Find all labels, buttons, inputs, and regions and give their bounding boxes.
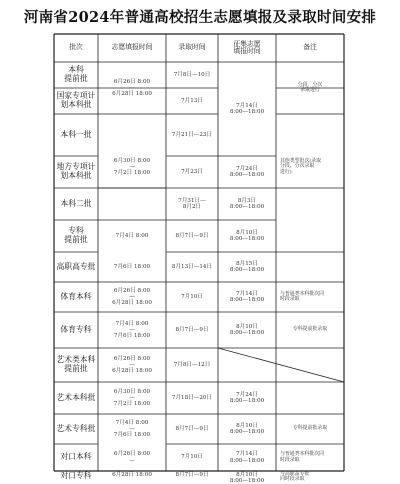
batch-cell: 本科一批 <box>60 129 92 139</box>
batch-cell: 本科 提前批 <box>64 65 88 83</box>
header-remarks: 备注 <box>303 43 317 52</box>
remark-cell: 与高职高专批 同时段录取 <box>280 471 310 483</box>
batch-cell: 体育本科 <box>60 291 92 301</box>
batch-cell: 本科二批 <box>60 198 92 208</box>
supplementary-time-cell: 8月10日 8:00—18:00 <box>229 229 265 242</box>
admit-time-cell: 7月10日 <box>181 293 203 300</box>
admit-time-cell: 7月21日—23日 <box>171 131 213 138</box>
batch-cell: 艺术类本科 提前批 <box>56 355 96 373</box>
admit-time-cell: 8月7日—9日 <box>175 326 209 333</box>
fill-time-cell: 6月30日 8:00 — 7月2日 18:00 <box>113 388 151 408</box>
remark-cell: 分段、分次 录取进行 <box>297 81 323 93</box>
fill-time-cell: 6月28日 18:00 <box>112 472 152 478</box>
batch-cell: 对口本科 <box>60 452 92 462</box>
batch-cell: 国家专项计 划本科批 <box>56 91 96 109</box>
admit-time-cell: 8月7日—9日 <box>175 472 209 478</box>
fill-time-cell: 7月4日 8:00 — 7月6日 18:00 <box>113 419 151 439</box>
batch-cell: 专科 提前批 <box>64 226 88 244</box>
admit-time-cell: 7月8日—10日 <box>173 71 211 78</box>
supplementary-time-cell: 7月24日 8:00—18:00 <box>229 391 265 404</box>
admit-time-cell: 8月7日—9日 <box>175 232 209 239</box>
fill-time-cell: 7月4日 8:00 <box>115 232 149 239</box>
batch-cell: 艺术专科批 <box>56 423 96 433</box>
fill-time-cell: 6月26日 8:00 — 6月28日 18:00 <box>112 78 152 98</box>
remark-cell: 专科提前批录取 <box>292 425 328 432</box>
supplementary-time-cell: 8月10日 8:00—18:00 <box>229 472 265 484</box>
remark-cell: 与普通类本科批次同 时段录取 <box>280 451 325 463</box>
fill-time-cell: 6月26日 8:00 — 6月28日 18:00 <box>112 287 152 307</box>
admit-time-cell: 7月23日 <box>181 168 203 175</box>
header-fill-time: 志愿填报时间 <box>111 43 153 52</box>
remark-cell: 其他类型批次(录取 分段、分次录取 进行) <box>280 157 322 175</box>
supplementary-time-cell: 7月14日 8:00—18:00 <box>229 102 265 115</box>
admit-time-cell: 7月31日— 8月2日 <box>178 197 206 210</box>
supplementary-time-cell: 8月10日 8:00—18:00 <box>229 323 265 336</box>
header-supp-time: 征集志愿 填报时间 <box>233 39 261 55</box>
fill-time-cell: 7月6日 18:00 <box>113 263 151 270</box>
schedule-table <box>54 34 344 484</box>
grid-line <box>218 348 344 382</box>
batch-cell: 艺术本科批 <box>56 392 96 402</box>
supplementary-time-cell: 7月14日 8:00—18:00 <box>229 290 265 303</box>
batch-cell: 地方专项计 划本科批 <box>56 162 96 180</box>
supplementary-time-cell: 7月24日 8:00—18:00 <box>229 165 265 178</box>
fill-time-cell: 6月26日 8:00 — <box>113 451 151 464</box>
supplementary-time-cell: 8月10日 8:00—18:00 <box>229 422 265 435</box>
admit-time-cell: 8月7日—9日 <box>175 425 209 432</box>
admit-time-cell: 7月18日—20日 <box>171 394 213 401</box>
fill-time-cell: 6月26日 8:00 — 6月28日 18:00 <box>112 355 152 375</box>
admit-time-cell: 7月10日 <box>181 454 203 461</box>
admit-time-cell: 7月13日 <box>181 97 203 104</box>
page-title: 河南省2024年普通高校招生志愿填报及录取时间安排 <box>23 9 377 26</box>
remark-cell: 专科提前批录取 <box>292 326 328 333</box>
header-admit-time: 录取时间 <box>178 43 206 52</box>
fill-time-cell: 6月30日 8:00 — 7月2日 18:00 <box>113 157 151 177</box>
fill-time-cell: 7月4日 8:00 — 7月6日 18:00 <box>113 320 151 340</box>
batch-cell: 高职高专批 <box>56 261 96 271</box>
batch-cell: 对口专科 <box>60 471 92 480</box>
supplementary-time-cell: 8月3日 8:00—18:00 <box>229 197 265 210</box>
batch-cell: 体育专科 <box>60 324 92 334</box>
supplementary-time-cell: 7月14日 8:00—18:00 <box>229 451 265 464</box>
admit-time-cell: 7月8日—12日 <box>173 361 211 368</box>
remark-cell: 与普通类本科批次同 时段录取 <box>280 290 325 302</box>
header-batch: 批次 <box>69 43 83 52</box>
supplementary-time-cell: 8月15日 8:00—18:00 <box>229 260 265 273</box>
admit-time-cell: 8月13日—14日 <box>171 263 213 270</box>
